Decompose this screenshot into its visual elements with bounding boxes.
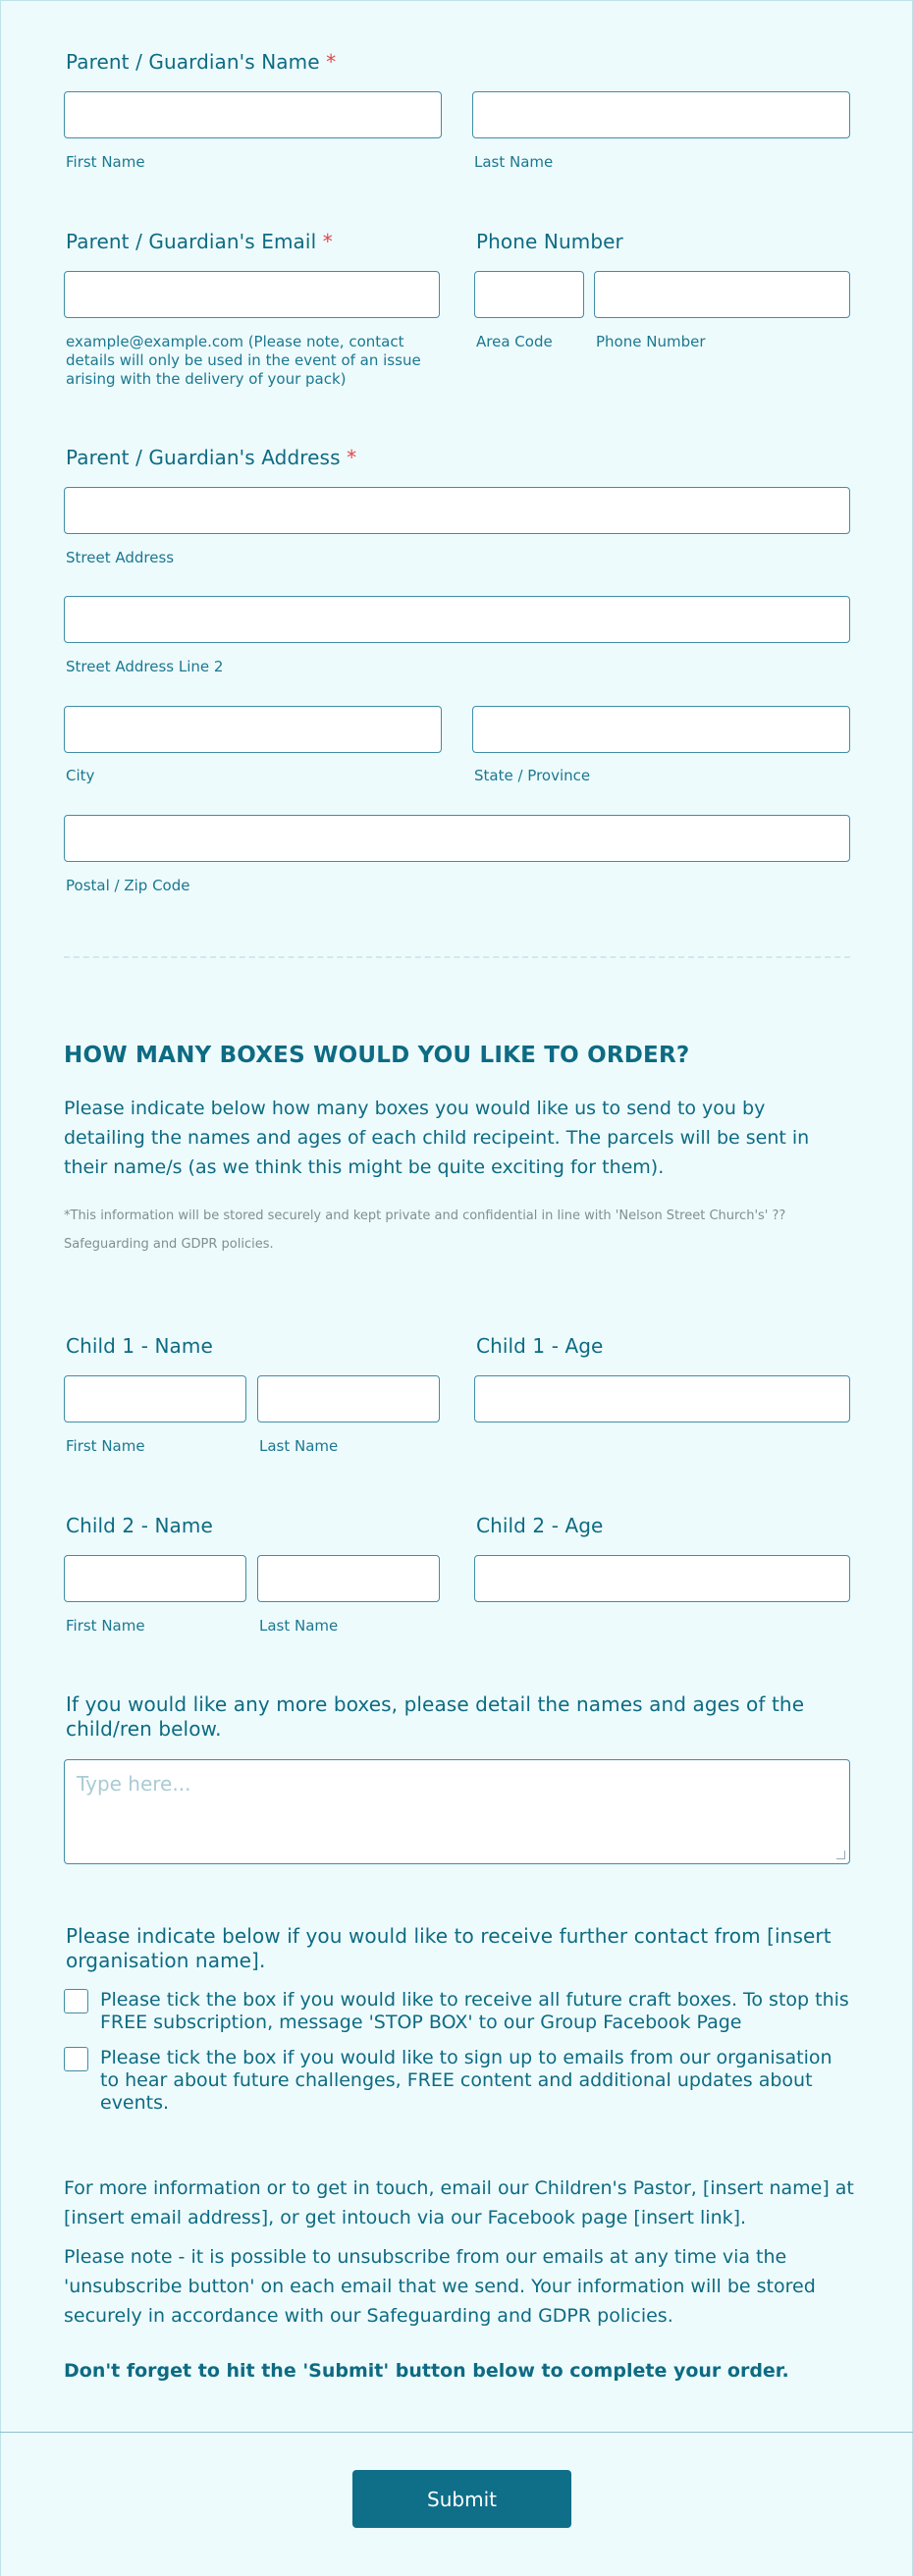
state-sublabel: State / Province (474, 767, 591, 784)
child1-first-sublabel: First Name (66, 1437, 145, 1455)
email-signup-option-text: Please tick the box if you would like to sign up to emails from our organisation to hear about future challenges, FREE content and additional updates about events. (100, 2047, 832, 2114)
guardian-email-label: Parent / Guardian's Email (66, 230, 317, 253)
submit-button[interactable]: Submit (352, 2470, 571, 2528)
boxes-heading: HOW MANY BOXES WOULD YOU LIKE TO ORDER? (64, 1043, 690, 1068)
phone-number-label: Phone Number (476, 230, 623, 253)
child2-first-sublabel: First Name (66, 1617, 145, 1635)
guardian-last-name-input[interactable] (472, 91, 850, 138)
required-mark: * (347, 446, 357, 469)
street-address-sublabel: Street Address (66, 549, 175, 566)
phone-number-sublabel: Phone Number (596, 333, 706, 350)
postal-code-input[interactable] (64, 815, 850, 862)
child1-last-name-input[interactable] (257, 1375, 440, 1422)
guardian-address-label: Parent / Guardian's Address (66, 446, 341, 469)
section-divider (64, 956, 850, 958)
required-mark: * (326, 50, 337, 74)
email-signup-checkbox[interactable] (64, 2047, 88, 2071)
textarea-placeholder: Type here... (77, 1772, 191, 1796)
child1-age-input[interactable] (474, 1375, 850, 1422)
contact-preference-label: Please indicate below if you would like to receive further contact from [insert organisation name]. (66, 1924, 832, 1972)
street-address-line2-input[interactable] (64, 596, 850, 643)
resize-handle-icon[interactable] (836, 1851, 845, 1859)
state-input[interactable] (472, 706, 850, 753)
child2-last-sublabel: Last Name (259, 1617, 339, 1635)
craft-boxes-option-text: Please tick the box if you would like to receive all future craft boxes. To stop this FREE subscription, message 'STOP BOX' to our Group Facebook Page (100, 1989, 849, 2033)
contact-info-paragraph: For more information or to get in touch, email our Children's Pastor, [insert name] at [insert email address], or get intouch via our Facebook page [insert link]. (64, 2177, 854, 2228)
street-address-input[interactable] (64, 487, 850, 534)
craft-boxes-checkbox[interactable] (64, 1989, 88, 2013)
city-input[interactable] (64, 706, 442, 753)
first-name-sublabel: First Name (66, 153, 145, 171)
unsubscribe-paragraph: Please note - it is possible to unsubscribe from our emails at any time via the 'unsubscribe button' on each email that we send. Your information will be stored securely in accordance with our Safeguarding and GDPR policies. (64, 2246, 816, 2327)
postal-code-sublabel: Postal / Zip Code (66, 877, 190, 894)
guardian-email-input[interactable] (64, 271, 440, 318)
guardian-email-heading (66, 230, 333, 253)
child1-first-name-input[interactable] (64, 1375, 246, 1422)
footer-divider (0, 2432, 913, 2433)
child1-last-sublabel: Last Name (259, 1437, 339, 1455)
child2-name-label: Child 2 - Name (66, 1514, 213, 1537)
child1-name-label: Child 1 - Name (66, 1334, 213, 1358)
street-address-line2-sublabel: Street Address Line 2 (66, 658, 224, 675)
child2-first-name-input[interactable] (64, 1555, 246, 1602)
guardian-name-heading (66, 50, 336, 74)
last-name-sublabel: Last Name (474, 153, 554, 171)
child2-age-label: Child 2 - Age (476, 1514, 604, 1537)
area-code-sublabel: Area Code (476, 333, 553, 350)
child2-last-name-input[interactable] (257, 1555, 440, 1602)
child2-age-input[interactable] (474, 1555, 850, 1602)
privacy-note: *This information will be stored securely and kept private and confidential in line with 'Nelson Street Church's' ??Safeguarding and GDPR policies. (64, 1208, 786, 1252)
child1-age-label: Child 1 - Age (476, 1334, 604, 1358)
city-sublabel: City (66, 767, 95, 784)
more-boxes-label: If you would like any more boxes, please detail the names and ages of the child/ren below. (66, 1692, 805, 1741)
required-mark: * (322, 230, 333, 253)
submit-reminder: Don't forget to hit the 'Submit' button below to complete your order. (64, 2360, 789, 2382)
phone-number-input[interactable] (594, 271, 850, 318)
more-boxes-textarea[interactable] (64, 1759, 850, 1864)
boxes-intro: Please indicate below how many boxes you would like us to send to you by detailing the names and ages of each child recipeint. The parcels will be sent in their name/s (as we think this might be quite exciting for them). (64, 1098, 810, 1178)
area-code-input[interactable] (474, 271, 584, 318)
email-help-text: example@example.com (Please note, contact details will only be used in the event of an issue arising with the delivery of your pack) (66, 333, 421, 388)
guardian-first-name-input[interactable] (64, 91, 442, 138)
guardian-address-heading (66, 446, 356, 469)
guardian-name-label: Parent / Guardian's Name (66, 50, 320, 74)
